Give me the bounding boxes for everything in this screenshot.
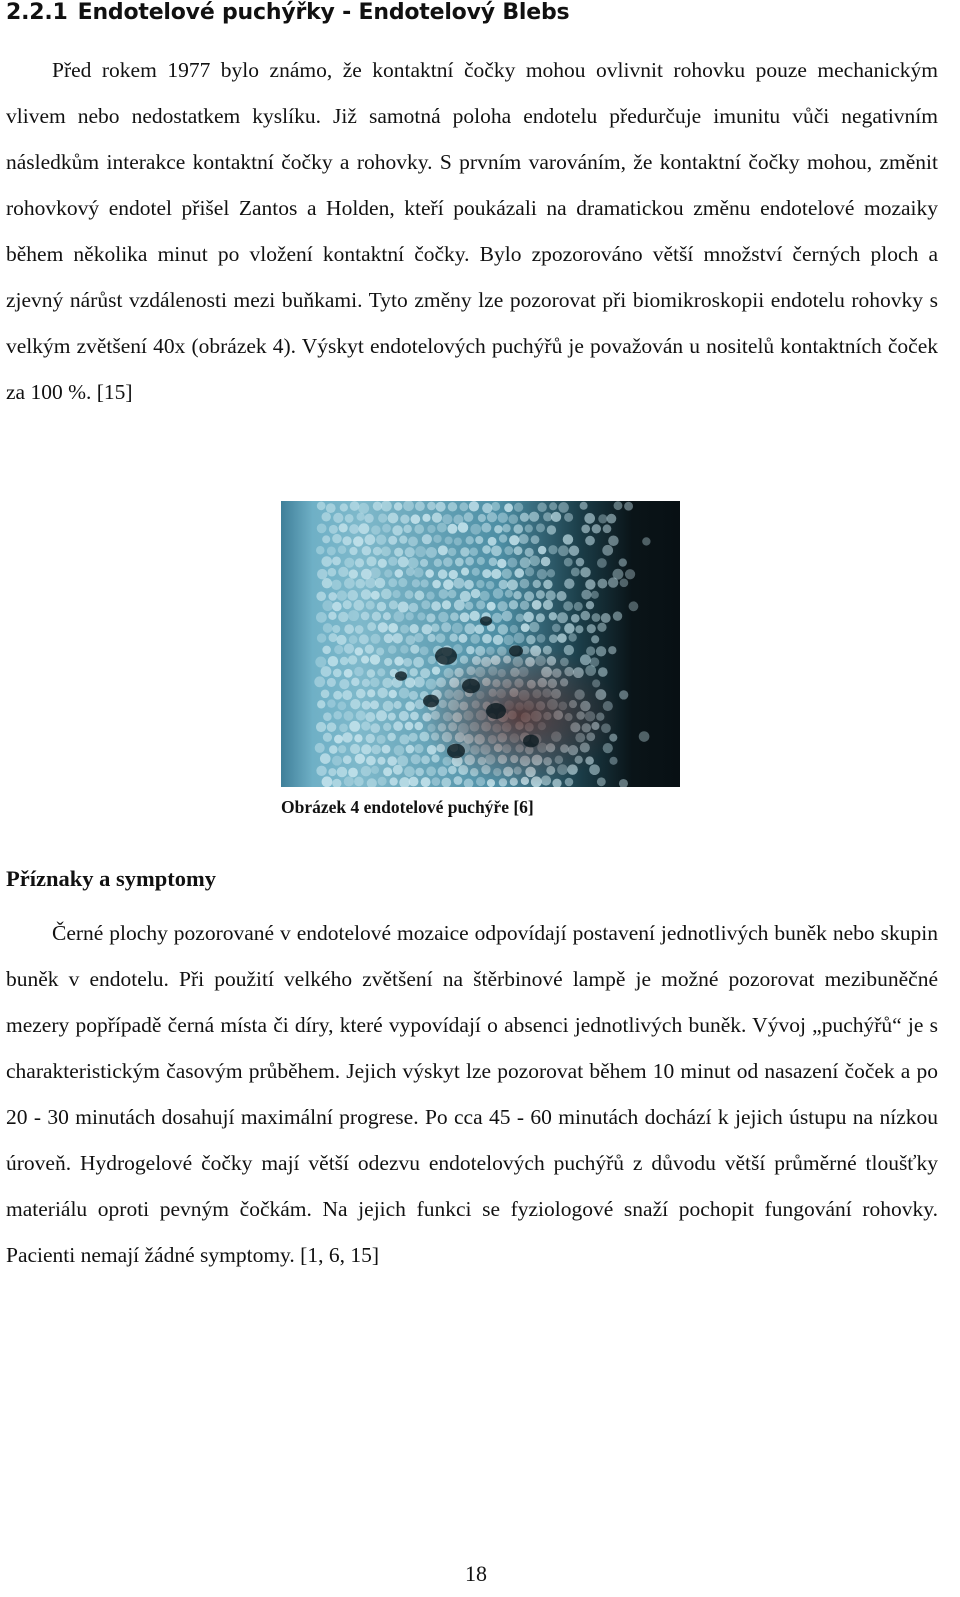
section-title: Endotelové puchýřky - Endotelový Blebs [77,0,570,25]
bleb-dark-spot [480,616,492,626]
bleb-dark-spot [395,671,407,681]
page-number: 18 [465,1561,487,1586]
bleb-dark-spot [462,679,480,693]
paragraph-1-text: Před rokem 1977 bylo známo, že kontaktní čočky mohou ovlivnit rohovku pouze mechanickým vlivem nebo nedostatkem kyslíku. Již samotná poloha endotelu předurčuje imunitu vůči negativním následkům interakce kontaktní čočky a rohovky. S prvním varováním, že kontaktní čočky mohou, změnit rohovkový endotel přišel Zantos a Holden, kteří poukázali na dramatickou změnu endotelové mozaiky během několika minut po vložení kontaktní čočky. Bylo zpozorováno větší množství černých ploch a zjevný nárůst vzdálenosti mezi buňkami. Tyto změny lze pozorovat při biomikroskopii endotelu rohovky s velkým zvětšení 40x (obrázek 4). Výskyt endotelových puchýřů je považován u nositelů kontaktních čoček za 100 %. [15] [6,58,938,404]
bleb-dark-spot [523,735,539,748]
bleb-dark-spot [486,703,506,719]
bleb-dark-spot [509,645,523,656]
section-number: 2.2.1 [6,0,68,25]
endothelium-micrograph [281,501,680,787]
body-paragraph-2 [6,910,938,1278]
bleb-dark-spot [423,695,439,708]
endothelial-blebs-figure [281,501,680,787]
section-heading [6,0,569,26]
body-paragraph-1 [6,47,938,415]
figure-caption: Obrázek 4 endotelové puchýře [6] [281,797,534,817]
subsection-heading: Příznaky a symptomy [6,866,216,891]
bleb-dark-spot [447,744,465,758]
bleb-dark-spot [435,647,457,665]
paragraph-2-text: Černé plochy pozorované v endotelové mozaice odpovídají postavení jednotlivých buněk nebo skupin buněk v endotelu. Při použití velkého zvětšení na štěrbinové lampě je možné pozorovat mezibuněčné mezery popřípadě černá místa či díry, které vypovídají o absenci jednotlivých buněk. Vývoj „puchýřů“ je s charakteristickým časovým průběhem. Jejich výskyt lze pozorovat během 10 minut od nasazení čoček a po 20 - 30 minutách dosahují maximální progrese. Po cca 45 - 60 minutách dochází k jejich ústupu na nízkou úroveň. Hydrogelové čočky mají větší odezvu endotelových puchýřů z důvodu větší průměrné tloušťky materiálu oproti pevným čočkám. Na jejich funkci se fyziologové snaží pochopit fungování rohovky. Pacienti nemají žádné symptomy. [1, 6, 15] [6,921,938,1267]
